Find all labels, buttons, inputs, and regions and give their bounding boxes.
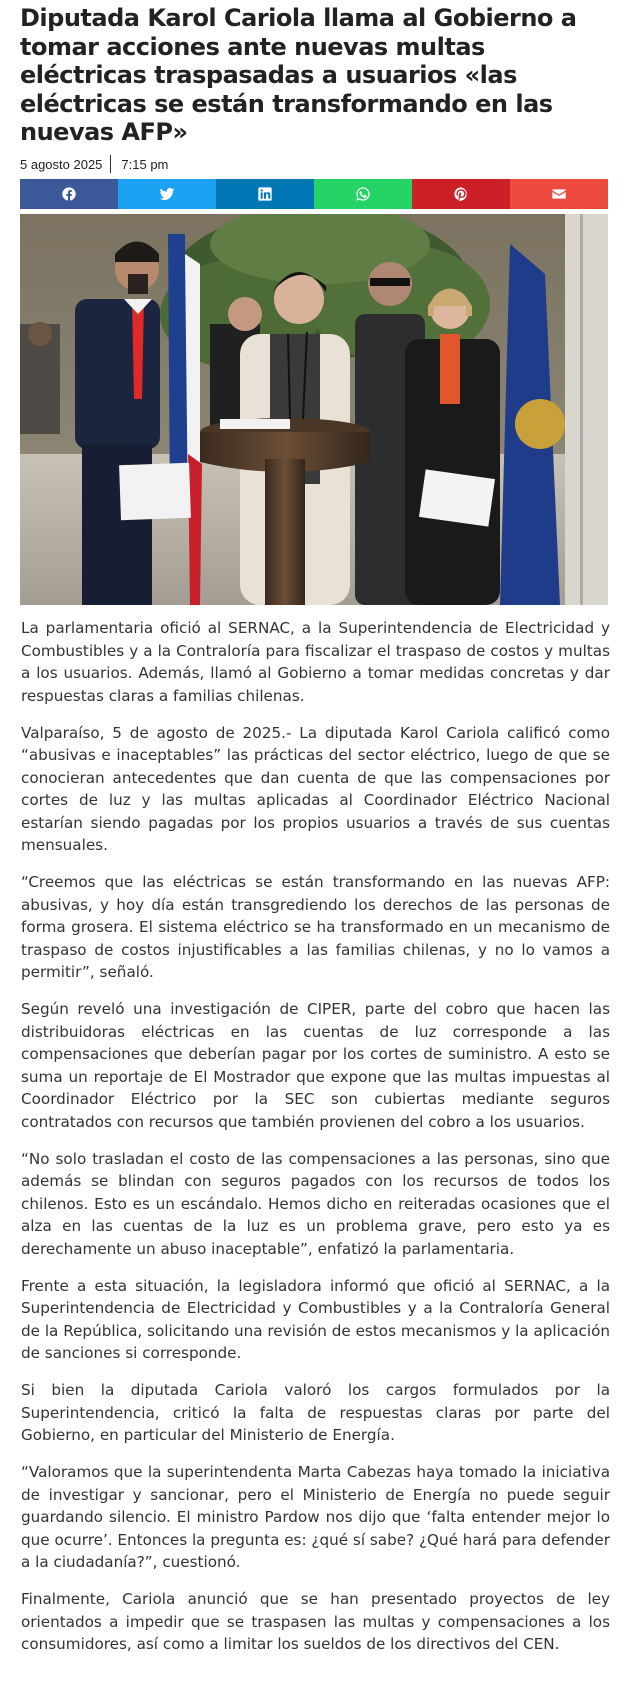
- share-facebook-button[interactable]: [20, 179, 118, 209]
- article-paragraph: Según reveló una investigación de CIPER, parte del cobro que hacen las distribuidoras eléctricas en las cuentas de luz corresponde a las compensaciones que deberían pagar por los cortes de suministro. A esto se suma un reportaje de El Mostrador que expone que las multas impuestas al Coordinador Eléctrico por la SEC son cubiertas mediante seguros contratados con recursos que también provienen del cobro a los usuarios.: [21, 1000, 610, 1131]
- twitter-icon: [159, 186, 175, 202]
- article-paragraph: Finalmente, Cariola anunció que se han presentado proyectos de ley orientados a impedir que se traspasen las multas y compensaciones a los consumidores, así como a limitar los sueldos de los directivos del CEN.: [21, 1590, 610, 1653]
- article-paragraph: “Valoramos que la superintendenta Marta Cabezas haya tomado la iniciativa de investigar y sancionar, pero el Ministerio de Energía no puede seguir guardando silencio. El ministro Pardow nos dijo que ‘falta entender mejor lo que ocurre’. Entonces la pregunta es: ¿qué sí sabe? ¿Qué hará para defender a la ciudadanía?”, cuestionó.: [21, 1463, 610, 1571]
- share-linkedin-button[interactable]: [216, 179, 314, 209]
- article-paragraph: Valparaíso, 5 de agosto de 2025.- La diputada Karol Cariola calificó como “abusivas e inaceptables” las prácticas del sector eléctrico, luego de que se conocieran antecedentes que dan cuenta de que las compensaciones por cortes de luz y las multas aplicadas al Coordinador Eléctrico Nacional estarían siendo pagadas por los propios usuarios a través de sus cuentas mensuales.: [21, 723, 610, 854]
- share-pinterest-button[interactable]: [412, 179, 510, 209]
- article-date: 5 agosto 2025: [20, 156, 103, 172]
- share-twitter-button[interactable]: [118, 179, 216, 209]
- article-paragraph: Si bien la diputada Cariola valoró los cargos formulados por la Superintendencia, criticó la falta de respuestas claras por parte del Gobierno, en particular del Ministerio de Energía.: [21, 1381, 610, 1444]
- share-whatsapp-button[interactable]: [314, 179, 412, 209]
- whatsapp-icon: [355, 186, 371, 202]
- article-paragraph: “Creemos que las eléctricas se están transformando en las nuevas AFP: abusivas, y hoy día están transgrediendo los derechos de las personas de forma grosera. El sistema eléctrico se ha transformado en un mecanismo de traspaso de costos injustificables a las familias chilenas, y no lo vamos a permitir”, señaló.: [21, 873, 610, 981]
- article-paragraph: Frente a esta situación, la legisladora informó que ofició al SERNAC, a la Superintendencia de Electricidad y Combustibles y a la Contraloría General de la República, solicitando una revisión de estos mecanismos y la aplicación de sanciones si corresponde.: [21, 1276, 610, 1362]
- article-body: [21, 617, 610, 1670]
- article-paragraph: La parlamentaria ofició al SERNAC, a la Superintendencia de Electricidad y Combustibles y a la Contraloría para fiscalizar el traspaso de costos y multas a los usuarios. Además, llamó al Gobierno a tomar medidas concretas y dar respuestas claras a familias chilenas.: [21, 619, 610, 705]
- share-bar: [20, 179, 608, 209]
- facebook-icon: [61, 186, 77, 202]
- article-photo: [20, 214, 608, 605]
- share-email-button[interactable]: [510, 179, 608, 209]
- pinterest-icon: [453, 186, 469, 202]
- meta-separator: [110, 155, 111, 173]
- press-conference-photo: [20, 214, 608, 605]
- article-time: 7:15 pm: [121, 156, 169, 172]
- article-paragraph: “No solo trasladan el costo de las compensaciones a las personas, sino que además se blindan con seguros pagados con los recursos de todos los chilenos. Esto es un escándalo. Hemos dicho en reiteradas ocasiones que el alza en las cuentas de la luz es un problema grave, pero esto ya es derechamente un abuso inaceptable”, enfatizó la parlamentaria.: [21, 1149, 610, 1258]
- email-icon: [551, 186, 567, 202]
- article-meta: [20, 155, 168, 173]
- article-title: Diputada Karol Cariola llama al Gobierno a tomar acciones ante nuevas multas eléctricas traspasadas a usuarios «las eléctricas se están transformando en las nuevas AFP»: [20, 4, 577, 146]
- linkedin-icon: [257, 186, 273, 202]
